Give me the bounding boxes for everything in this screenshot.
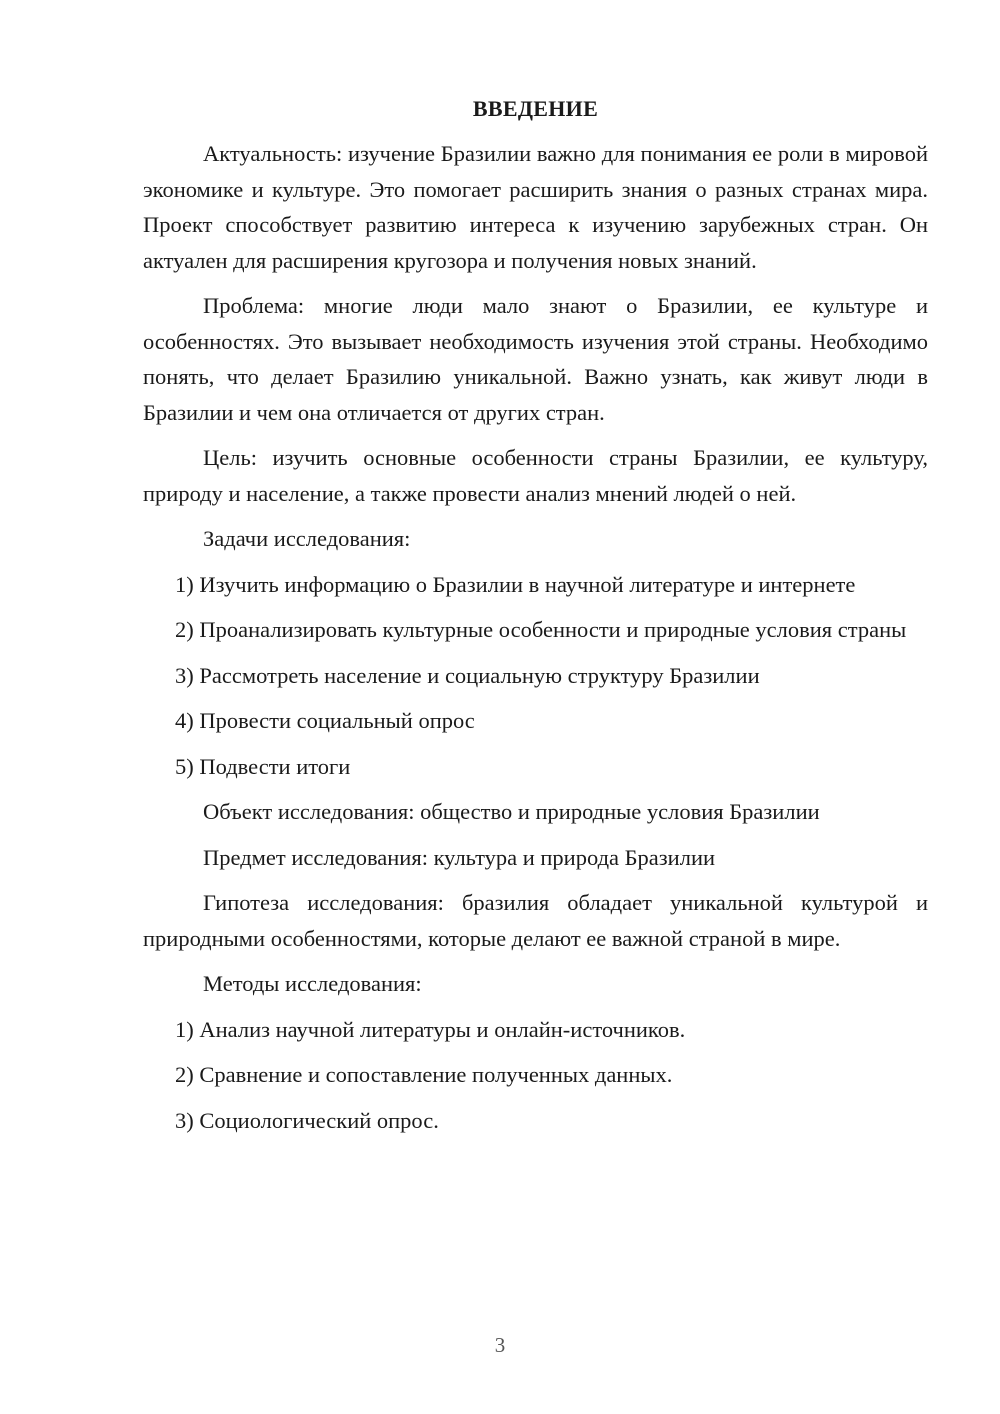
method-item-2: 2) Сравнение и сопоставление полученных данных. (175, 1062, 673, 1087)
task-item-4: 4) Провести социальный опрос (175, 708, 475, 733)
task-item-5: 5) Подвести итоги (175, 753, 351, 779)
section-title: ВВЕДЕНИЕ (472, 96, 599, 121)
task-item-2: 2) Проанализировать культурные особенности и природные условия страны (175, 617, 907, 642)
method-item-1: 1) Анализ научной литературы и онлайн-источников. (175, 1016, 686, 1042)
relevance-paragraph: Актуальность: изучение Бразилии важно для понимания ее роли в мировой экономике и культуре. Это помогает расширить знания о разных странах мира. Проект способствует развитию интереса к изучению зарубежных стран. Он актуален для расширения кругозора и получения новых знаний. (143, 141, 928, 273)
problem-paragraph: Проблема: многие люди мало знают о Бразилии, ее культуре и особенностях. Это вызывает необходимость изучения этой страны. Необходимо понять, что делает Бразилию уникальной. Важно узнать, как живут люди в Бразилии и чем она отличается от других стран. (143, 293, 928, 425)
hypothesis-paragraph: Гипотеза исследования: бразилия обладает уникальной культурой и природными особенностями, которые делают ее важной страной в мире. (143, 890, 928, 951)
page-number: 3 (494, 1333, 506, 1357)
method-item-3: 3) Социологический опрос. (175, 1107, 439, 1133)
object-paragraph: Объект исследования: общество и природные условия Бразилии (203, 799, 820, 824)
task-item-3: 3) Рассмотреть население и социальную структуру Бразилии (175, 662, 760, 688)
tasks-heading: Задачи исследования: (203, 526, 411, 551)
subject-paragraph: Предмет исследования: культура и природа Бразилии (203, 844, 716, 870)
task-item-1: 1) Изучить информацию о Бразилии в научной литературе и интернете (175, 571, 856, 597)
methods-heading: Методы исследования: (203, 971, 422, 996)
goal-paragraph: Цель: изучить основные особенности страны Бразилии, ее культуру, природу и население, а также провести анализ мнений людей о ней. (143, 445, 928, 506)
document-page (143, 92, 928, 1148)
